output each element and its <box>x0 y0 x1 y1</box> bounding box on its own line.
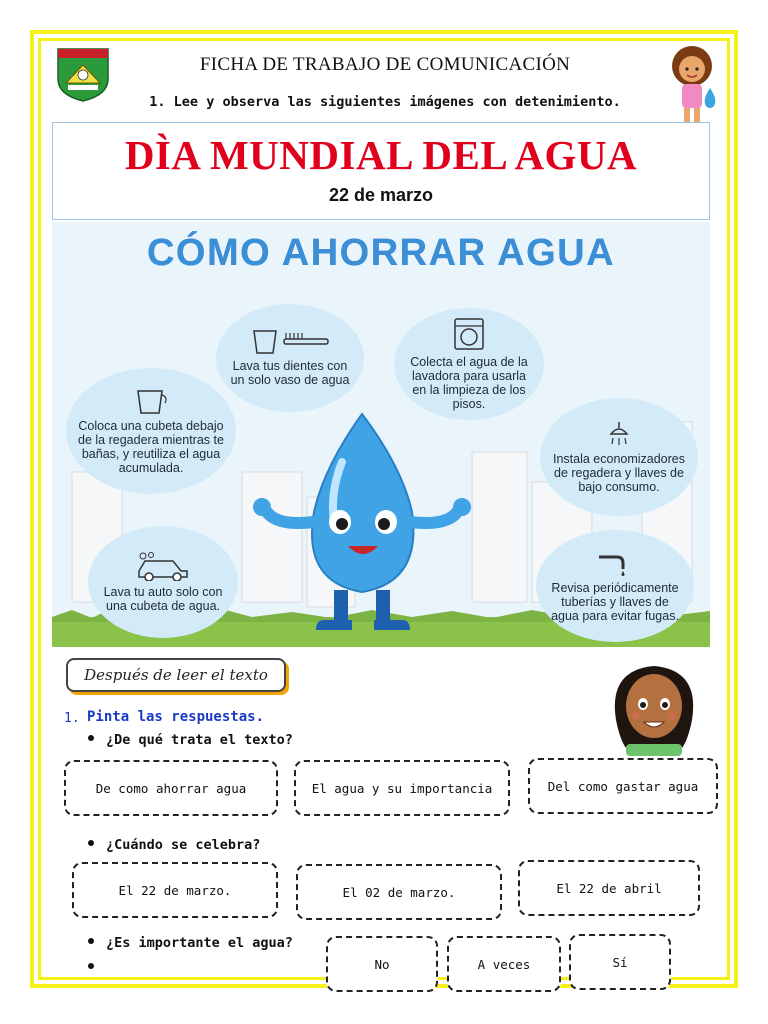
question-text: ¿Es importante el agua? <box>106 935 293 951</box>
question-3 <box>88 935 293 951</box>
answer-option[interactable]: Sí <box>569 934 671 990</box>
section-label: Después de leer el texto <box>66 658 286 692</box>
tip-text: Colecta el agua de la lavadora para usarla en la limpieza de los pisos. <box>410 355 528 411</box>
answer-option[interactable]: El 22 de abril <box>518 860 700 916</box>
instruction-text: 1. Lee y observa las siguientes imágenes con detenimiento. <box>149 94 621 110</box>
water-saving-infographic <box>52 222 710 647</box>
tip-text: Lava tu auto solo con una cubeta de agua. <box>103 585 223 613</box>
tip-bubble-toothbrush <box>216 304 364 412</box>
shower-icon <box>604 420 634 448</box>
answer-option[interactable]: De como ahorrar agua <box>64 760 278 816</box>
question-2 <box>88 837 260 853</box>
glass-and-toothbrush-icon <box>250 329 330 355</box>
bullet-icon <box>88 938 94 944</box>
answer-option[interactable]: El 02 de marzo. <box>296 864 502 920</box>
bullet-icon <box>88 963 94 969</box>
tip-bubble-washer <box>394 308 544 420</box>
question-text: ¿De qué trata el texto? <box>106 732 293 748</box>
question-text: ¿Cuándo se celebra? <box>106 837 261 853</box>
tip-bubble-bucket <box>66 368 236 494</box>
leaking-pipe-icon <box>597 549 633 577</box>
car-wash-icon <box>135 551 191 581</box>
tip-text: Coloca una cubeta debajo de la regadera mientras te bañas, y reutiliza el agua acumulada. <box>78 419 224 475</box>
title-box <box>52 122 710 220</box>
activity-heading: Pinta las respuestas. <box>87 709 265 725</box>
answer-option[interactable]: Del como gastar agua <box>528 758 718 814</box>
infographic-title: CÓMO AHORRAR AGUA <box>146 232 616 274</box>
washing-machine-icon <box>452 317 486 351</box>
school-crest-logo <box>52 45 114 103</box>
tip-bubble-leak <box>536 530 694 642</box>
answer-option[interactable]: El agua y su importancia <box>294 760 510 816</box>
activity-number: 1. <box>64 711 80 726</box>
girl-portrait-illustration <box>608 660 700 756</box>
answer-option[interactable]: El 22 de marzo. <box>72 862 278 918</box>
tip-text: Lava tus dientes con un solo vaso de agua <box>230 359 350 387</box>
answer-option[interactable]: No <box>326 936 438 992</box>
main-title: DÌA MUNDIAL DEL AGUA <box>124 132 638 178</box>
tip-text: Revisa periódicamente tuberías y llaves de agua para evitar fugas. <box>551 581 679 623</box>
bullet-icon <box>88 735 94 741</box>
bullet-icon <box>88 840 94 846</box>
girl-with-water-drop-illustration <box>662 42 724 130</box>
worksheet-title: FICHA DE TRABAJO DE COMUNICACIÓN <box>199 54 571 75</box>
tip-text: Instala economizadores de regadera y llaves de bajo consumo. <box>552 452 686 494</box>
question-1 <box>88 732 293 748</box>
tip-bubble-car <box>88 526 238 638</box>
tip-bubble-showerhead <box>540 398 698 516</box>
date-subtitle: 22 de marzo <box>328 185 434 205</box>
empty-bullet <box>88 960 106 976</box>
bucket-icon <box>132 387 170 415</box>
answer-option[interactable]: A veces <box>447 936 561 992</box>
